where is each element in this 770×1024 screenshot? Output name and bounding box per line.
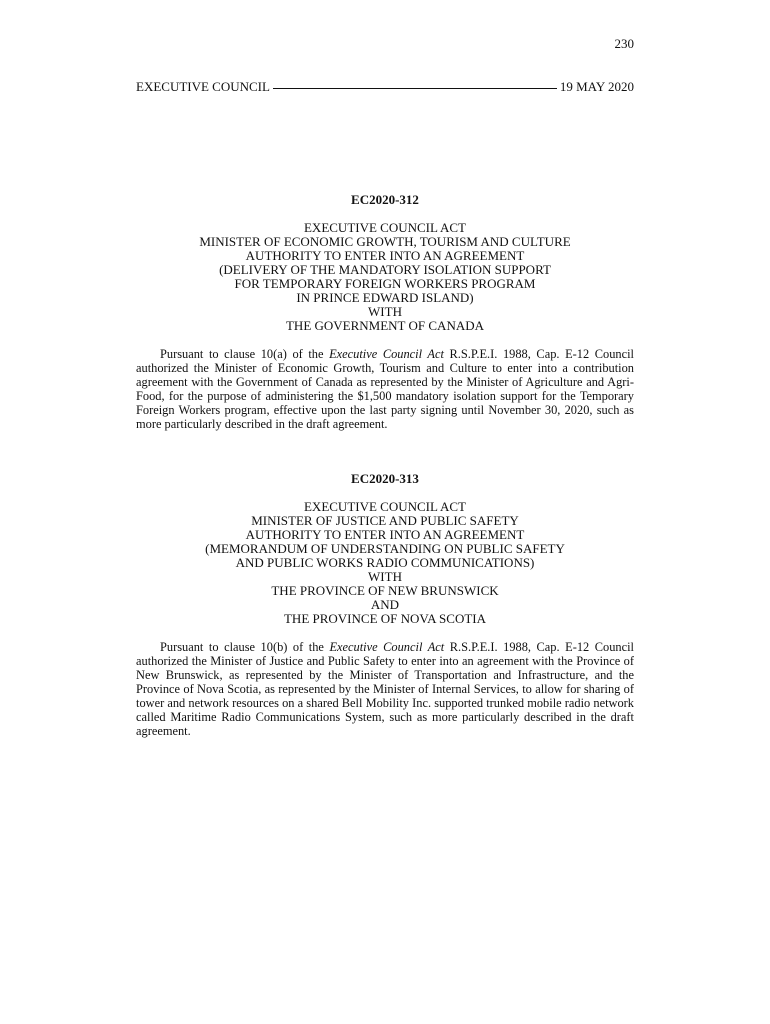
caption-line: EXECUTIVE COUNCIL ACT bbox=[303, 220, 466, 235]
caption-line: WITH bbox=[368, 304, 402, 319]
caption-line: THE PROVINCE OF NOVA SCOTIA bbox=[283, 611, 486, 626]
caption-line: AUTHORITY TO ENTER INTO AN AGREEMENT bbox=[245, 527, 525, 542]
act-name: Executive Council Act bbox=[329, 347, 444, 361]
order-ec2020-312 bbox=[136, 193, 634, 443]
caption-line: IN PRINCE EDWARD ISLAND) bbox=[296, 290, 474, 305]
caption-line: EXECUTIVE COUNCIL ACT bbox=[303, 499, 466, 514]
header-date: 19 MAY 2020 bbox=[559, 79, 634, 94]
caption-line: (MEMORANDUM OF UNDERSTANDING ON PUBLIC SAFETY bbox=[205, 541, 565, 556]
body-text-rest: R.S.P.E.I. 1988, Cap. E-12 Council authorized the Minister of Economic Growth, Tourism and Culture to enter into a contribution agreement with the Government of Canada as represented by the Minister of Agriculture and Agri-Food, for the purpose of administering the $1,500 mandatory isolation support for the Temporary Foreign Workers program, effective upon the last party signing until November 30, 2020, such as more particularly described in the draft agreement. bbox=[136, 347, 634, 431]
caption-line: MINISTER OF JUSTICE AND PUBLIC SAFETY bbox=[251, 513, 519, 528]
body-text-lead: Pursuant to clause 10(b) of the bbox=[160, 640, 330, 654]
running-header bbox=[136, 79, 634, 95]
caption-line: AND bbox=[370, 597, 400, 612]
caption-line: AND PUBLIC WORKS RADIO COMMUNICATIONS) bbox=[235, 555, 535, 570]
order-number: EC2020-313 bbox=[351, 471, 419, 486]
caption-line: WITH bbox=[368, 569, 402, 584]
order-caption bbox=[136, 221, 634, 333]
act-name: Executive Council Act bbox=[329, 640, 445, 654]
page-number: 230 bbox=[614, 36, 634, 51]
caption-line: FOR TEMPORARY FOREIGN WORKERS PROGRAM bbox=[234, 276, 536, 291]
header-title: EXECUTIVE COUNCIL bbox=[136, 79, 270, 94]
caption-line: MINISTER OF ECONOMIC GROWTH, TOURISM AND CULTURE bbox=[199, 234, 571, 249]
body-text-lead: Pursuant to clause 10(a) of the bbox=[160, 347, 330, 361]
caption-line: THE PROVINCE OF NEW BRUNSWICK bbox=[271, 583, 499, 598]
caption-line: AUTHORITY TO ENTER INTO AN AGREEMENT bbox=[245, 248, 525, 263]
order-body-text bbox=[136, 640, 634, 738]
order-caption bbox=[136, 500, 634, 626]
order-number: EC2020-312 bbox=[351, 192, 419, 207]
order-body-text bbox=[136, 347, 634, 431]
caption-line: THE GOVERNMENT OF CANADA bbox=[285, 318, 484, 333]
header-rule bbox=[273, 88, 557, 89]
caption-line: (DELIVERY OF THE MANDATORY ISOLATION SUPPORT bbox=[219, 262, 551, 277]
body-text-rest: R.S.P.E.I. 1988, Cap. E-12 Council authorized the Minister of Justice and Public Safety to enter into an agreement with the Province of New Brunswick, as represented by the Minister of Transportation and Infrastructure, and the Province of Nova Scotia, as represented by the Minister of Internal Services, to allow for sharing of tower and network resources on a shared Bell Mobility Inc. supported trunked mobile radio network called Maritime Radio Communications System, such as more particularly described in the draft agreement. bbox=[136, 640, 634, 738]
order-ec2020-313 bbox=[136, 472, 634, 750]
